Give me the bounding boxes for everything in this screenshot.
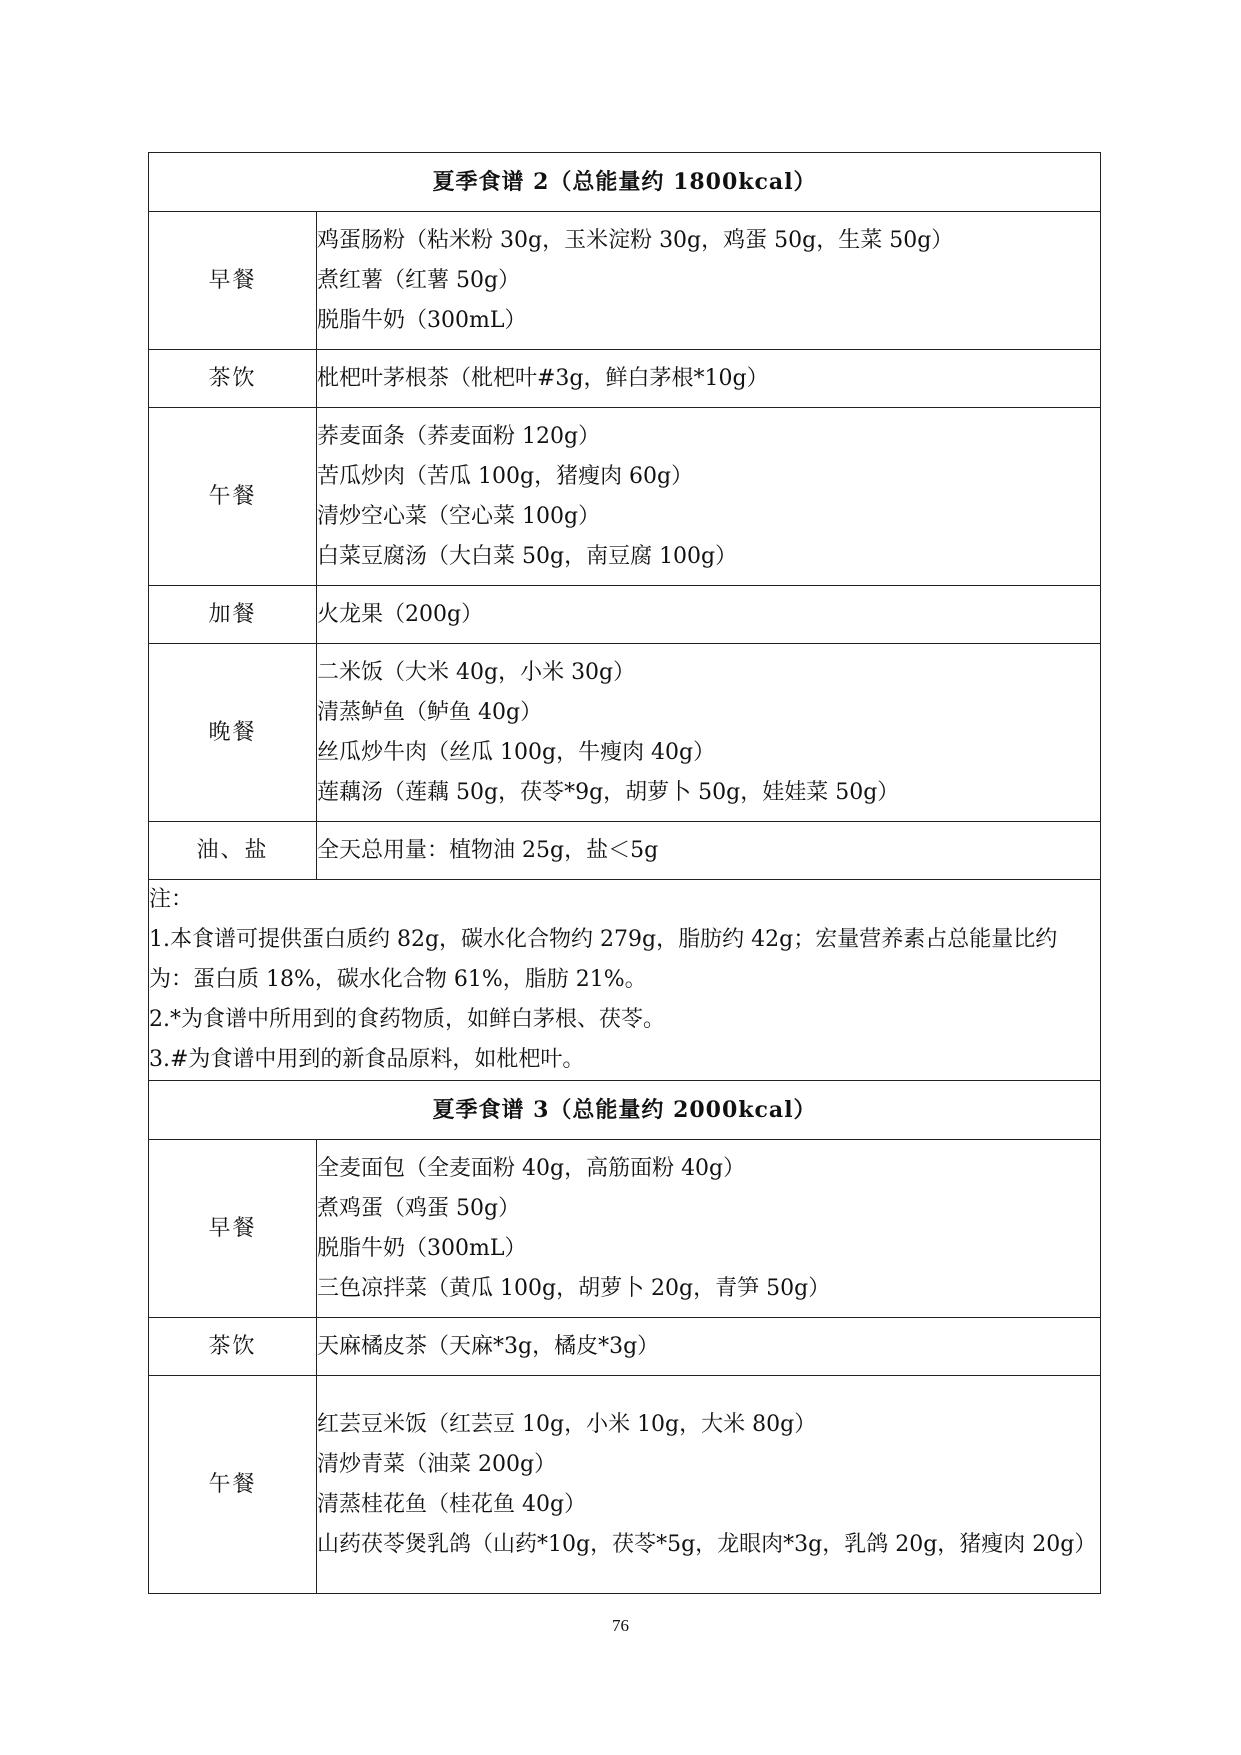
note-line: 1.本食谱可提供蛋白质约 82g，碳水化合物约 279g，脂肪约 42g；宏量营养素占总能量比约为：蛋白质 18%，碳水化合物 61%，脂肪 21%。 bbox=[149, 927, 1058, 992]
meal-label: 午餐 bbox=[149, 408, 317, 586]
food-item: 清蒸桂花鱼（桂花鱼 40g） bbox=[317, 1491, 587, 1517]
note-heading: 注： bbox=[149, 887, 194, 912]
meal-items bbox=[317, 350, 1101, 408]
meal-items bbox=[317, 644, 1101, 822]
meal-label: 早餐 bbox=[149, 212, 317, 350]
recipe3-title: 夏季食谱 3（总能量约 2000kcal） bbox=[149, 1081, 1101, 1140]
recipe2-title: 夏季食谱 2（总能量约 1800kcal） bbox=[149, 153, 1101, 212]
note-line: 3.#为食谱中用到的新食品原料，如枇杷叶。 bbox=[149, 1047, 585, 1072]
food-item: 清蒸鲈鱼（鲈鱼 40g） bbox=[317, 699, 543, 725]
page-number: 76 bbox=[612, 1616, 629, 1635]
food-item: 鸡蛋肠粉（粘米粉 30g，玉米淀粉 30g，鸡蛋 50g，生菜 50g） bbox=[317, 227, 954, 253]
recipe2-dinner-row bbox=[149, 644, 1101, 822]
recipe2-notes bbox=[149, 880, 1101, 1081]
food-item: 清炒青菜（油菜 200g） bbox=[317, 1451, 557, 1477]
food-item: 苦瓜炒肉（苦瓜 100g，猪瘦肉 60g） bbox=[317, 463, 694, 489]
meal-label: 油、盐 bbox=[149, 822, 317, 880]
meal-items bbox=[317, 212, 1101, 350]
food-item: 枇杷叶茅根茶（枇杷叶#3g，鲜白茅根*10g） bbox=[317, 365, 769, 391]
meal-label: 茶饮 bbox=[149, 350, 317, 408]
recipe2-title-row bbox=[149, 153, 1101, 212]
meal-items bbox=[317, 586, 1101, 644]
recipe2-notes-row bbox=[149, 880, 1101, 1081]
food-item: 全天总用量：植物油 25g，盐＜5g bbox=[317, 837, 659, 863]
meal-label: 茶饮 bbox=[149, 1318, 317, 1376]
recipe2-lunch-row bbox=[149, 408, 1101, 586]
recipe-table bbox=[148, 152, 1101, 1594]
recipe2-snack-row bbox=[149, 586, 1101, 644]
recipe3-breakfast-row bbox=[149, 1140, 1101, 1318]
meal-items bbox=[317, 1140, 1101, 1318]
food-item: 煮鸡蛋（鸡蛋 50g） bbox=[317, 1195, 521, 1221]
meal-label: 晚餐 bbox=[149, 644, 317, 822]
food-item: 红芸豆米饭（红芸豆 10g，小米 10g，大米 80g） bbox=[317, 1411, 817, 1437]
recipe3-title-row bbox=[149, 1081, 1101, 1140]
recipe3-tea-row bbox=[149, 1318, 1101, 1376]
meal-label: 加餐 bbox=[149, 586, 317, 644]
meal-items bbox=[317, 1318, 1101, 1376]
recipe2-tea-row bbox=[149, 350, 1101, 408]
food-item: 清炒空心菜（空心菜 100g） bbox=[317, 503, 601, 529]
recipe3-lunch-row bbox=[149, 1376, 1101, 1594]
food-item: 煮红薯（红薯 50g） bbox=[317, 267, 521, 293]
meal-items bbox=[317, 822, 1101, 880]
recipe2-breakfast-row bbox=[149, 212, 1101, 350]
food-item: 脱脂牛奶（300mL） bbox=[317, 307, 527, 333]
food-item: 二米饭（大米 40g，小米 30g） bbox=[317, 659, 636, 685]
meal-items bbox=[317, 408, 1101, 586]
food-item: 莲藕汤（莲藕 50g，茯苓*9g，胡萝卜 50g，娃娃菜 50g） bbox=[317, 779, 900, 805]
note-line: 2.*为食谱中所用到的食药物质，如鲜白茅根、茯苓。 bbox=[149, 1007, 665, 1032]
food-item: 火龙果（200g） bbox=[317, 601, 484, 627]
recipe-table-body bbox=[149, 153, 1101, 1594]
recipe2-oil-salt-row bbox=[149, 822, 1101, 880]
food-item: 丝瓜炒牛肉（丝瓜 100g，牛瘦肉 40g） bbox=[317, 739, 716, 765]
food-item: 荞麦面条（荞麦面粉 120g） bbox=[317, 423, 601, 449]
meal-items bbox=[317, 1376, 1101, 1594]
food-item: 脱脂牛奶（300mL） bbox=[317, 1235, 527, 1261]
food-item: 全麦面包（全麦面粉 40g，高筋面粉 40g） bbox=[317, 1155, 746, 1181]
food-item: 白菜豆腐汤（大白菜 50g，南豆腐 100g） bbox=[317, 543, 738, 569]
food-item: 天麻橘皮茶（天麻*3g，橘皮*3g） bbox=[317, 1333, 660, 1359]
food-item: 三色凉拌菜（黄瓜 100g，胡萝卜 20g，青笋 50g） bbox=[317, 1275, 831, 1301]
food-item: 山药茯苓煲乳鸽（山药*10g，茯苓*5g，龙眼肉*3g，乳鸽 20g，猪瘦肉 20g） bbox=[317, 1531, 1097, 1557]
meal-label: 午餐 bbox=[149, 1376, 317, 1594]
meal-label: 早餐 bbox=[149, 1140, 317, 1318]
